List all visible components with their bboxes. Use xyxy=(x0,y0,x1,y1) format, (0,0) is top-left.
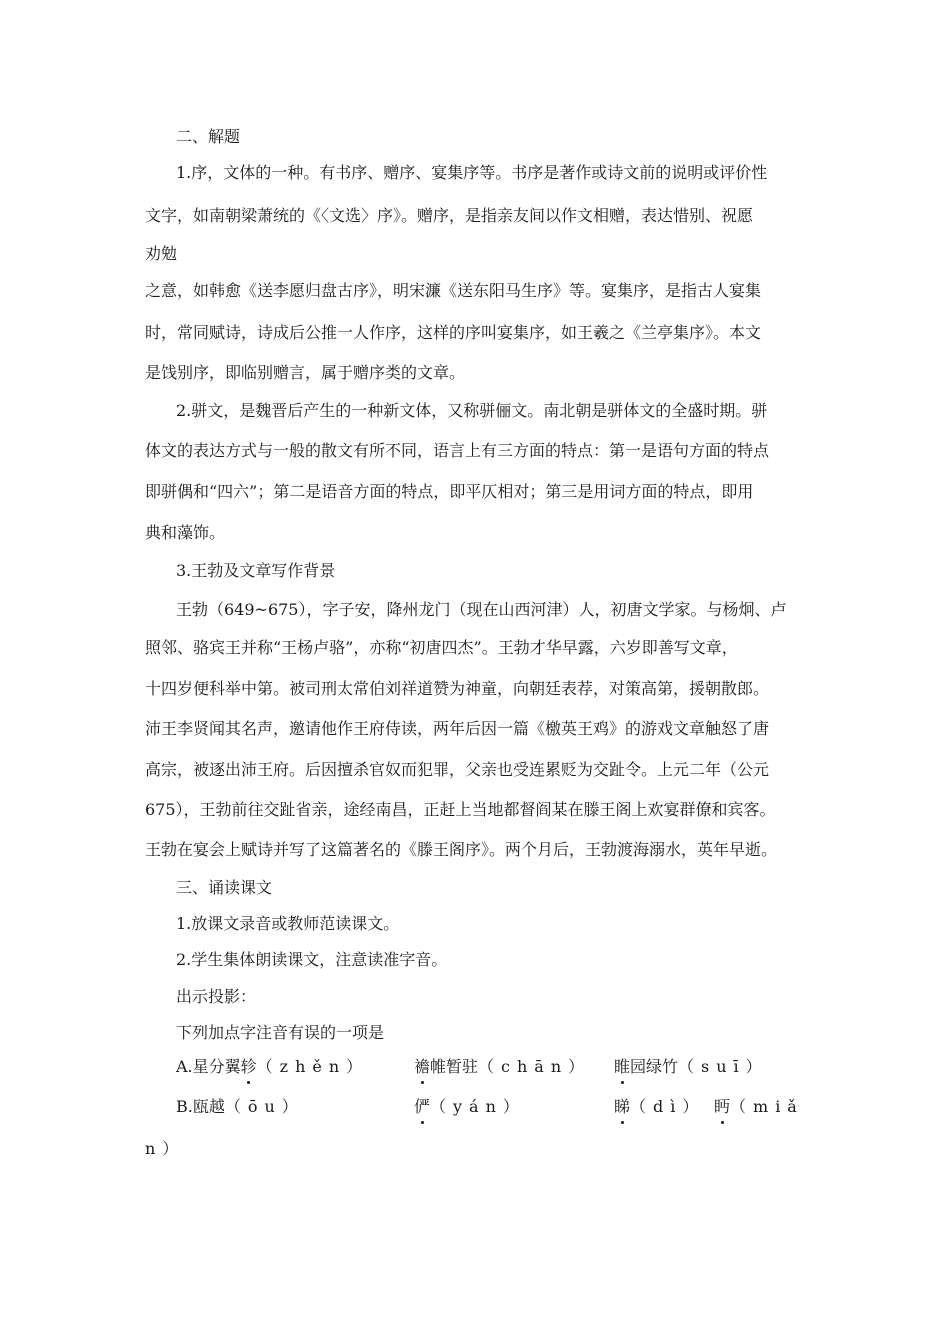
paragraph-line: 高宗，被逐出沛王府。后因擅杀官奴而犯罪，父亲也受连累贬为交趾令。上元二年（公元 xyxy=(145,760,770,779)
option-a-item-1 xyxy=(176,1056,369,1078)
option-text: A.星分翼 xyxy=(176,1057,241,1076)
pinyin: （yán） xyxy=(430,1097,526,1116)
paragraph-line: 沛王李贤闻其名声，邀请他作王府侍读，两年后因一篇《檄英王鸡》的游戏文章触怒了唐 xyxy=(145,719,770,738)
option-text: 帷暂驻 xyxy=(430,1057,479,1076)
paragraph-line: 2.学生集体朗读课文，注意读准字音。 xyxy=(176,950,448,969)
dotted-char: 襜 xyxy=(414,1057,431,1076)
paragraph-line: 典和藻饰。 xyxy=(145,523,226,542)
pinyin: （dì） xyxy=(630,1097,706,1116)
paragraph-line: 十四岁便科举中第。被司刑太常伯刘祥道赞为神童，向朝廷表荐，对策高第，援朝散郎。 xyxy=(145,679,770,698)
section-heading: 三、诵读课文 xyxy=(176,878,273,897)
option-text: B.瓯越 xyxy=(176,1097,225,1116)
option-b-item-4 xyxy=(714,1096,804,1118)
section-subheading: 3.王勃及文章写作背景 xyxy=(176,561,336,580)
paragraph-line: 体文的表达方式与一般的散文有所不同，语言上有三方面的特点：第一是语句方面的特点 xyxy=(145,441,770,460)
paragraph-line: 2.骈文，是魏晋后产生的一种新文体，又称骈俪文。南北朝是骈体文的全盛时期。骈 xyxy=(176,401,768,420)
paragraph-line: 1.放课文录音或教师范读课文。 xyxy=(176,914,400,933)
option-b-item-4-wrap: n） xyxy=(145,1139,186,1158)
paragraph-line: 王勃（649~675），字子安，降州龙门（现在山西河津）人，初唐文学家。与杨炯、卢 xyxy=(176,600,787,619)
paragraph-line: 即骈偶和“四六”；第二是语音方面的特点，即平仄相对；第三是用词方面的特点，即用 xyxy=(145,482,754,501)
paragraph-line: 照邻、骆宾王并称“王杨卢骆”，亦称“初唐四杰”。王勃才华早露，六岁即善写文章， xyxy=(145,638,738,657)
paragraph-line: 是饯别序，即临别赠言，属于赠序类的文章。 xyxy=(145,363,466,382)
pinyin: （chān） xyxy=(478,1057,592,1076)
option-text: 园绿竹 xyxy=(630,1057,679,1076)
question-stem: 下列加点字注音有误的一项是 xyxy=(176,1023,385,1042)
dotted-char: 眄 xyxy=(714,1097,731,1116)
pinyin: （miǎ xyxy=(730,1097,804,1116)
paragraph-line: 1.序，文体的一种。有书序、赠序、宴集序等。书序是著作或诗文前的说明或评价性 xyxy=(176,163,768,182)
paragraph-line: 出示投影： xyxy=(176,987,257,1006)
dotted-char: 睢 xyxy=(614,1057,631,1076)
option-a-item-2 xyxy=(414,1056,591,1078)
section-heading: 二、解题 xyxy=(176,127,241,146)
paragraph-line: 675），王勃前往交趾省亲，途经南昌，正赶上当地都督阎某在滕王阁上欢宴群僚和宾客。 xyxy=(145,800,776,819)
option-b-item-2 xyxy=(414,1096,526,1118)
paragraph-line: 之意，如韩愈《送李愿归盘古序》，明宋濂《送东阳马生序》等。宴集序，是指古人宴集 xyxy=(145,281,762,300)
dotted-char: 俨 xyxy=(414,1097,431,1116)
option-b-item-1 xyxy=(176,1096,305,1118)
dotted-char: 睇 xyxy=(614,1097,631,1116)
paragraph-line: 文字，如南朝梁萧统的《〈文选〉序》。赠序，是指亲友间以作文相赠，表达惜别、祝愿 xyxy=(145,206,754,225)
paragraph-line: 劝勉 xyxy=(145,244,178,263)
option-b-item-3 xyxy=(614,1096,705,1118)
pinyin: （ōu） xyxy=(224,1097,305,1116)
pinyin: （suī） xyxy=(678,1057,769,1076)
pinyin: （zhěn） xyxy=(256,1057,370,1076)
paragraph-line: 王勃在宴会上赋诗并写了这篇著名的《滕王阁序》。两个月后，王勃渡海溺水，英年早逝。 xyxy=(145,840,778,859)
dotted-char: 轸 xyxy=(240,1057,257,1076)
paragraph-line: 时，常同赋诗，诗成后公推一人作序，这样的序叫宴集序，如王羲之《兰亭集序》。本文 xyxy=(145,323,762,342)
option-a-item-3 xyxy=(614,1056,769,1078)
